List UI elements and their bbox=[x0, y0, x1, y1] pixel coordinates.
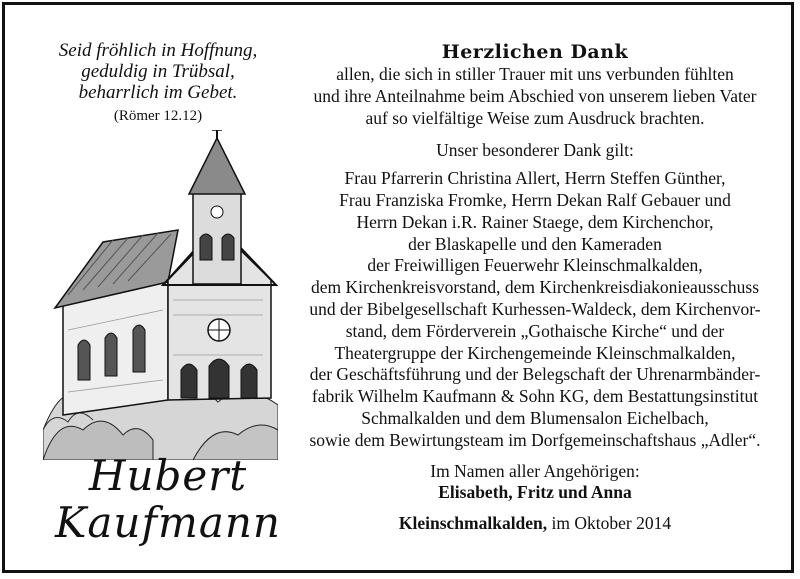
date-text: im Oktober 2014 bbox=[547, 513, 672, 534]
thanks-line: der Geschäftsführung und der Belegschaft der Uhrenarmbänder- bbox=[309, 364, 761, 385]
thanks-heading: Herzlichen Dank bbox=[441, 41, 629, 63]
verse-line: geduldig in Trübsal, bbox=[81, 61, 235, 82]
deceased-last-name: Kaufmann bbox=[55, 498, 281, 547]
verse-line: Seid fröhlich in Hoffnung, bbox=[58, 40, 258, 61]
thanks-line: fabrik Wilhelm Kaufmann & Sohn KG, dem Bestattungsinstitut bbox=[311, 386, 759, 407]
church-illustration-icon bbox=[43, 130, 278, 460]
left-column bbox=[8, 20, 308, 560]
thanks-line: dem Kirchenkreisvorstand, dem Kirchenkreisdiakonieausschuss bbox=[310, 277, 760, 298]
special-thanks-heading: Unser besonderer Dank gilt: bbox=[436, 140, 634, 161]
signoff-names: Elisabeth, Fritz und Anna bbox=[438, 482, 632, 503]
deceased-first-name: Hubert bbox=[88, 451, 248, 500]
thanks-line: Schmalkalden und dem Blumensalon Eichelbach, bbox=[361, 407, 709, 428]
thanks-line: Herrn Dekan i.R. Rainer Staege, dem Kirchenchor, bbox=[356, 211, 714, 232]
place-name: Kleinschmalkalden, bbox=[398, 513, 548, 534]
bible-verse bbox=[8, 40, 308, 103]
right-column bbox=[285, 40, 785, 535]
verse-reference: (Römer 12.12) bbox=[113, 108, 203, 124]
thanks-line: stand, dem Förderverein „Gothaische Kirche“ und der bbox=[345, 320, 725, 341]
thanks-line: sowie dem Bewirtungsteam im Dorfgemeinschaftshaus „Adler“. bbox=[309, 429, 761, 450]
place-date bbox=[285, 513, 785, 535]
intro-line: und ihre Anteilnahme beim Abschied von unserem lieben Vater bbox=[313, 85, 757, 106]
thanks-line: und der Bibelgesellschaft Kurhessen-Waldeck, dem Kirchenvor- bbox=[309, 298, 761, 319]
thanks-line: Frau Pfarrerin Christina Allert, Herrn Steffen Günther, bbox=[344, 168, 726, 189]
intro-line: allen, die sich in stiller Trauer mit uns verbunden fühlten bbox=[336, 64, 734, 84]
thanks-line: Theatergruppe der Kirchengemeinde Kleinschmalkalden, bbox=[334, 342, 736, 363]
thanks-line: der Blaskapelle und den Kameraden bbox=[408, 233, 662, 254]
signoff-intro: Im Namen aller Angehörigen: bbox=[430, 460, 640, 481]
intro-line: auf so vielfältige Weise zum Ausdruck brachten. bbox=[365, 107, 705, 128]
verse-line: beharrlich im Gebet. bbox=[78, 82, 238, 103]
thanks-line: Frau Franziska Fromke, Herrn Dekan Ralf Gebauer und bbox=[339, 189, 731, 210]
thanks-line: der Freiwilligen Feuerwehr Kleinschmalkalden, bbox=[367, 255, 703, 276]
